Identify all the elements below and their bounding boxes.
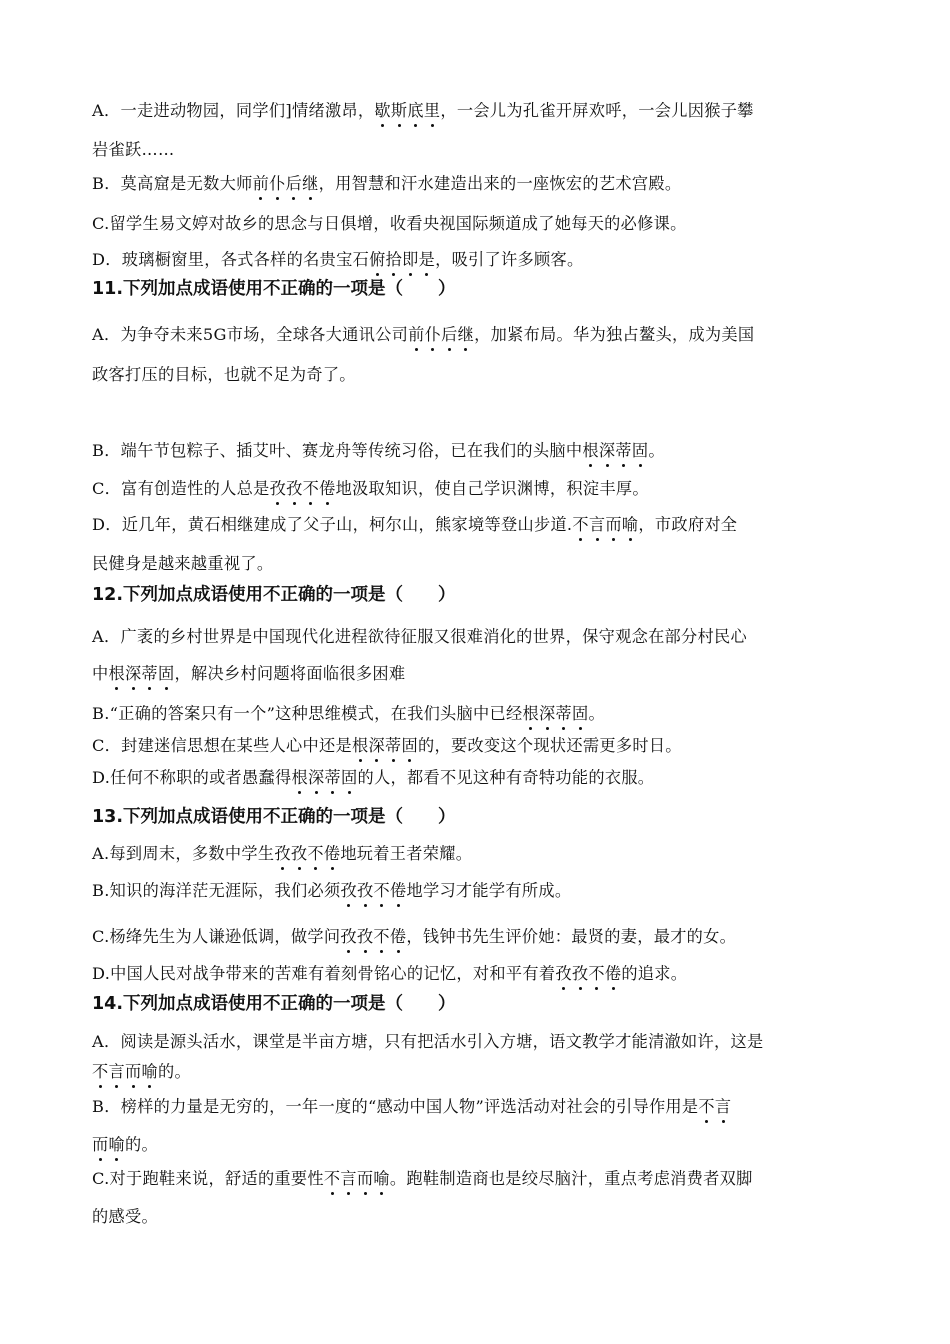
text-line bbox=[92, 767, 654, 789]
text-segment: 的。 bbox=[125, 1135, 158, 1154]
text-segment: D.任何不称职的或者愚蠢得 bbox=[92, 768, 292, 787]
text-line bbox=[92, 249, 583, 271]
emphasized-idiom: 孜孜不倦 bbox=[340, 927, 407, 946]
text-segment: 的，要改变这个现状还需更多时日。 bbox=[418, 736, 682, 755]
text-line bbox=[92, 478, 649, 500]
text-segment: A．广袤的乡村世界是中国现代化进程欲待征服又很难消化的世界，保守观念在部分村民心 bbox=[92, 627, 747, 646]
text-segment: 岩雀跃…… bbox=[92, 140, 175, 159]
text-segment: ，一会儿为孔雀开屏欢呼，一会儿因猴子攀 bbox=[440, 101, 754, 120]
text-segment: 地汲取知识，使自己学识渊博，积淀丰厚。 bbox=[335, 479, 649, 498]
text-segment: 地学习才能学有所成。 bbox=[406, 881, 572, 900]
text-segment: ，市政府对全 bbox=[638, 515, 738, 534]
text-line bbox=[92, 663, 405, 685]
question-heading bbox=[92, 278, 456, 300]
text-line bbox=[92, 364, 356, 386]
emphasized-idiom: 根深蒂固 bbox=[582, 441, 649, 460]
emphasized-idiom: 不言而喻 bbox=[323, 1169, 390, 1188]
text-line bbox=[92, 100, 754, 122]
text-line bbox=[92, 440, 665, 462]
emphasized-idiom: 根深蒂固 bbox=[522, 704, 589, 723]
text-segment: 。 bbox=[648, 441, 665, 460]
text-line bbox=[92, 1134, 158, 1156]
emphasized-idiom: 不言而喻 bbox=[92, 1062, 158, 1081]
text-segment: C.杨绛先生为人谦逊低调，做学问 bbox=[92, 927, 341, 946]
text-segment: C.对于跑鞋来说，舒适的重要性 bbox=[92, 1169, 324, 1188]
text-line bbox=[92, 1061, 191, 1083]
text-segment: 11.下列加点成语使用不正确的一项是（ ） bbox=[92, 279, 456, 299]
text-segment: D．玻璃橱窗里，各式各样的名贵宝石 bbox=[92, 250, 370, 269]
text-segment: ，加紧布局。华为独占鳌头，成为美国 bbox=[474, 325, 755, 344]
text-segment: ，钱钟书先生评价她：最贤的妻，最才的女。 bbox=[406, 927, 737, 946]
text-segment: A．一走进动物园，同学们]情绪激昂， bbox=[92, 101, 375, 120]
question-heading bbox=[92, 806, 456, 828]
text-line bbox=[92, 843, 472, 865]
text-segment: 政客打压的目标，也就不足为奇了。 bbox=[92, 365, 356, 384]
emphasized-idiom: 根深蒂固 bbox=[108, 664, 175, 683]
text-segment: 的感受。 bbox=[92, 1207, 158, 1226]
text-line bbox=[92, 626, 747, 648]
text-segment: B．榜样的力量是无穷的，一年一度的“感动中国人物”评选活动对社会的引导作用是 bbox=[92, 1097, 699, 1116]
emphasized-idiom: 而喻 bbox=[92, 1135, 125, 1154]
text-segment: A．阅读是源头活水，课堂是半亩方塘，只有把活水引入方塘，语文教学才能清澈如许，这是 bbox=[92, 1032, 764, 1051]
text-line bbox=[92, 1206, 158, 1228]
text-line bbox=[92, 514, 737, 536]
emphasized-idiom: 前仆后继 bbox=[408, 325, 475, 344]
text-line bbox=[92, 926, 736, 948]
text-segment: B．莫高窟是无数大师 bbox=[92, 174, 253, 193]
text-line bbox=[92, 963, 687, 985]
question-heading bbox=[92, 993, 456, 1015]
emphasized-idiom: 歇斯底里 bbox=[374, 101, 441, 120]
text-segment: ，吸引了许多顾客。 bbox=[435, 250, 584, 269]
emphasized-idiom: 孜孜不倦 bbox=[555, 964, 622, 983]
text-segment: 中 bbox=[92, 664, 109, 683]
text-segment: B.“正确的答案只有一个”这种思维模式，在我们头脑中已经 bbox=[92, 704, 523, 723]
text-line bbox=[92, 1168, 753, 1190]
text-segment: 的。 bbox=[158, 1062, 191, 1081]
text-segment: ，解决乡村问题将面临很多困难 bbox=[174, 664, 406, 683]
question-heading bbox=[92, 584, 456, 606]
text-segment: ，用智慧和汗水建造出来的一座恢宏的艺术宫殿。 bbox=[318, 174, 682, 193]
text-segment: B．端午节包粽子、插艾叶、赛龙舟等传统习俗，已在我们的头脑中 bbox=[92, 441, 583, 460]
text-line bbox=[92, 880, 571, 902]
emphasized-idiom: 不言 bbox=[698, 1097, 732, 1116]
text-line bbox=[92, 703, 605, 725]
text-line bbox=[92, 1096, 731, 1118]
text-line bbox=[92, 324, 754, 346]
text-segment: 的人，都看不见这种有奇特功能的衣服。 bbox=[357, 768, 655, 787]
text-segment: 14.下列加点成语使用不正确的一项是（ ） bbox=[92, 994, 456, 1014]
text-line bbox=[92, 1031, 764, 1053]
text-line bbox=[92, 553, 273, 575]
emphasized-idiom: 俯拾即是 bbox=[369, 250, 436, 269]
emphasized-idiom: 孜孜不倦 bbox=[269, 479, 336, 498]
text-segment: 地玩着王者荣耀。 bbox=[340, 844, 473, 863]
text-segment: D．近几年，黄石相继建成了父子山，柯尔山，熊家境等登山步道. bbox=[92, 515, 573, 534]
text-segment: D.中国人民对战争带来的苦难有着刻骨铭心的记忆，对和平有着 bbox=[92, 964, 556, 983]
text-segment: 的追求。 bbox=[621, 964, 688, 983]
text-segment: C.留学生易文婷对故乡的思念与日俱增，收看央视国际频道成了她每天的必修课。 bbox=[92, 214, 687, 233]
emphasized-idiom: 孜孜不倦 bbox=[340, 881, 407, 900]
text-line bbox=[92, 735, 682, 757]
text-segment: 民健身是越来越重视了。 bbox=[92, 554, 274, 573]
text-segment: 。跑鞋制造商也是绞尽脑汁，重点考虑消费者双脚 bbox=[389, 1169, 753, 1188]
text-segment: A.每到周末，多数中学生 bbox=[92, 844, 275, 863]
emphasized-idiom: 根深蒂固 bbox=[291, 768, 358, 787]
text-segment: A．为争夺未来5G市场，全球各大通讯公司 bbox=[92, 325, 409, 344]
text-segment: 。 bbox=[588, 704, 605, 723]
text-segment: B.知识的海洋茫无涯际，我们必须 bbox=[92, 881, 341, 900]
emphasized-idiom: 根深蒂固 bbox=[352, 736, 418, 755]
text-segment: 12.下列加点成语使用不正确的一项是（ ） bbox=[92, 585, 456, 605]
text-segment: 13.下列加点成语使用不正确的一项是（ ） bbox=[92, 807, 456, 827]
text-line bbox=[92, 213, 687, 235]
text-line bbox=[92, 173, 681, 195]
text-segment: C．封建迷信思想在某些人心中还是 bbox=[92, 736, 352, 755]
emphasized-idiom: 不言而喻 bbox=[572, 515, 639, 534]
text-segment: C．富有创造性的人总是 bbox=[92, 479, 270, 498]
emphasized-idiom: 前仆后继 bbox=[252, 174, 319, 193]
emphasized-idiom: 孜孜不倦 bbox=[274, 844, 341, 863]
text-line bbox=[92, 139, 174, 161]
